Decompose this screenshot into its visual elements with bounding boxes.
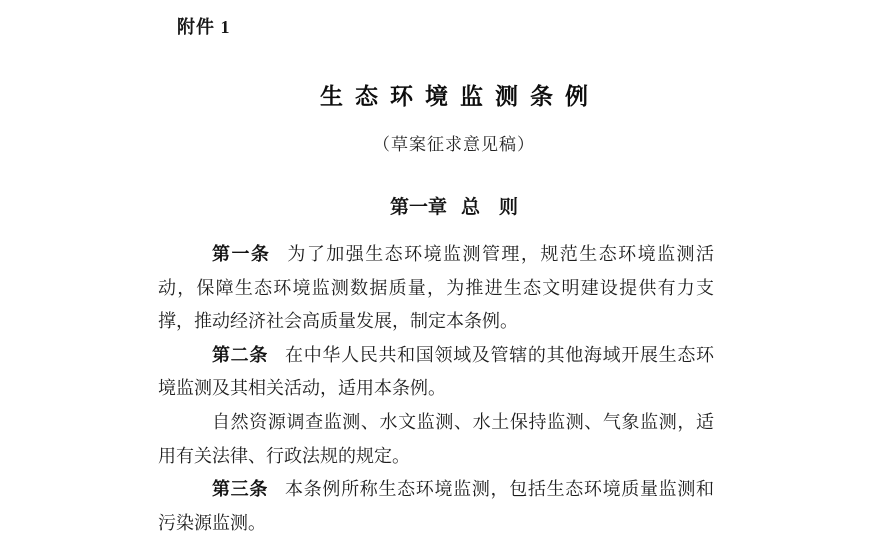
article-text-2: 在中华人民共和国领域及管辖的其他海域开展生态环境监测及其相关活动，适用本条例。 <box>158 344 715 399</box>
article-text-3: 自然资源调查监测、水文监测、水土保持监测、气象监测，适用有关法律、行政法规的规定。 <box>158 411 714 466</box>
article-paragraph-1 <box>158 238 714 339</box>
attachment-label: 附件 1 <box>177 17 231 37</box>
article-paragraph-3 <box>158 406 714 473</box>
chapter-number: 第一章 <box>389 197 447 218</box>
document-title: 生态环境监测条例 <box>320 84 600 109</box>
article-paragraph-2 <box>158 339 714 406</box>
document-body <box>158 238 714 540</box>
article-text-1: 为了加强生态环境监测管理，规范生态环境监测活动，保障生态环境监测数据质量，为推进生态文明建设提供有力支撑，推动经济社会高质量发展，制定本条例。 <box>158 244 714 332</box>
document-subtitle: （草案征求意见稿） <box>373 135 535 154</box>
chapter-title: 总 则 <box>461 197 519 218</box>
chapter-heading <box>158 192 750 219</box>
article-number-4: 第三条 <box>212 479 269 500</box>
article-text-4: 本条例所称生态环境监测，包括生态环境质量监测和污染源监测。 <box>158 479 715 533</box>
article-paragraph-4 <box>158 473 714 540</box>
article-number-2: 第二条 <box>212 344 269 365</box>
article-number-1: 第一条 <box>212 244 271 264</box>
